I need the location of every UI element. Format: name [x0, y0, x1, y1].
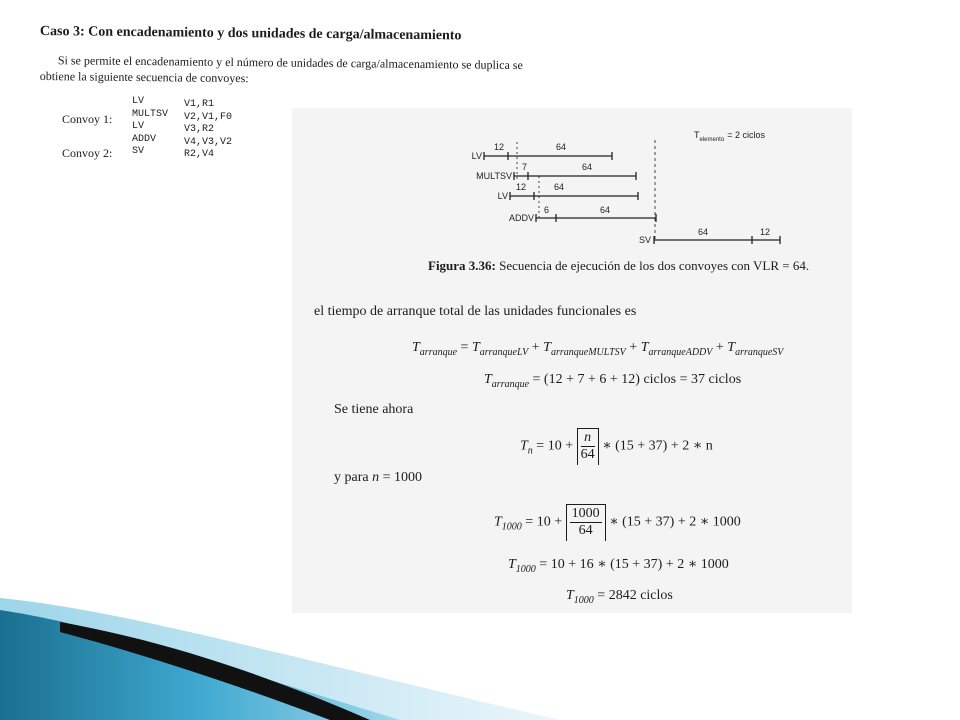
case-label: Caso 3:: [39, 24, 85, 40]
convoy-1-label: Convoy 1:: [62, 112, 113, 126]
row-name: MULTSV: [476, 171, 512, 181]
timing-bars: [484, 152, 780, 244]
convoy-operands-column: V1,R1 V2,V1,F0 V3,R2 V4,V3,V2 R2,V4: [184, 99, 233, 160]
equation-startup-total: $T_{arranque} = (12 + 7 + 6 + 12)$ ciclos = 37 ciclos: [484, 372, 742, 390]
equation-startup-sum: $T_{arranque} = T_{arranqueLV} + T_{arranqueMULTSV} + T_{arranqueADDV} + T_{arranqueSV}$: [412, 340, 784, 358]
caption-text: Secuencia de ejecución de los dos convoyes con VLR = 64.: [499, 258, 810, 273]
row-name: LV: [471, 151, 482, 161]
equation-t1000-ceil: $T_{1000} = 10$ + $\frac{1000}{64}$ ∗ (15 + 37) + 2 ∗ 1000: [494, 504, 741, 541]
segment-label: 64: [582, 162, 593, 172]
ceiling-bracket: $\frac{1000}{64}$: [566, 504, 606, 541]
paragraph-startup: el tiempo de arranque total de las unidades funcionales es: [314, 304, 637, 319]
intro-line-2: obtiene la siguiente secuencia de convoyes:: [39, 68, 249, 86]
t1000-prefix: = 10 +: [525, 514, 563, 530]
segment-label: 12: [494, 142, 505, 152]
segment-label: 64: [600, 205, 611, 215]
paragraph-for-n: y para n = 1000: [334, 470, 422, 485]
case-title: Con encadenamiento y dos unidades de carga/almacenamiento: [88, 24, 462, 44]
equation-t1000-result: $T_{1000} = 2842$ ciclos: [566, 588, 673, 606]
timing-diagram: [440, 118, 840, 254]
t1000-suffix: ∗ (15 + 37) + 2 ∗ 1000: [609, 514, 741, 530]
tn-suffix: ∗ (15 + 37) + 2 ∗ n: [602, 438, 713, 454]
segment-label: 64: [698, 227, 709, 237]
t-element-label: $T_{elemento} = 2$ ciclos: [694, 130, 765, 143]
segment-label: 6: [544, 205, 550, 215]
convoy-2-label: Convoy 2:: [62, 146, 113, 160]
startup-total-value: = (12 + 7 + 6 + 12) ciclos = 37 ciclos: [532, 372, 742, 387]
row-name: SV: [638, 235, 651, 245]
segment-label: 7: [522, 162, 528, 172]
segment-label: 12: [760, 227, 771, 237]
segment-label: 12: [516, 182, 527, 192]
segment-label: 64: [556, 142, 567, 152]
intro-paragraph: [40, 52, 540, 89]
row-name: LV: [497, 191, 508, 201]
row-name: ADDV: [508, 213, 534, 223]
figure-caption: [428, 258, 809, 274]
paragraph-now: Se tiene ahora: [334, 402, 414, 417]
convoy-ops-column: LV MULTSV LV ADDV SV: [132, 96, 169, 157]
ceiling-bracket: $\frac{n}{64}$: [577, 428, 599, 465]
tn-prefix: = 10 +: [536, 438, 574, 454]
caption-label: Figura 3.36:: [428, 258, 496, 273]
segment-label: 64: [554, 182, 565, 192]
equation-tn: $T_n = 10$ + $\frac{n}{64}$ ∗ (15 + 37) + 2 ∗ n: [520, 428, 713, 465]
equation-t1000-expanded: $T_{1000} = 10 + 16$ ∗ (15 + 37) + 2 ∗ 1000: [508, 557, 729, 575]
intro-line-1: Si se permite el encadenamiento y el número de unidades de carga/almacenamiento se duplica se: [57, 53, 523, 73]
